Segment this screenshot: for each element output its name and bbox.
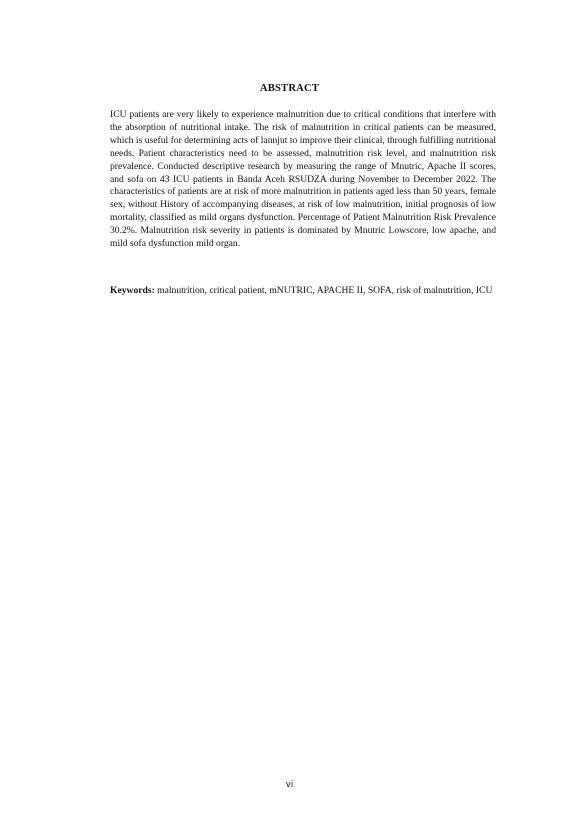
- page-number: vi: [285, 780, 294, 790]
- abstract-body: ICU patients are very likely to experience malnutrition due to critical conditions that interfere with the absorption of nutritional intake. The risk of malnutrition in critical patients can be measured, which is useful for determining acts of lannjut to improve their clinical, through fulfilling nutritional needs. Patient characteristics need to be assessed, malnutrition risk level, and malnutrition risk prevalence. Conducted descriptive research by measuring the range of Mnutric, Apache II scores, and sofa on 43 ICU patients in Banda Aceh RSUDZA during November to December 2022. The characteristics of patients are at risk of more malnutrition in patients aged less than 50 years, female sex, without History of accompanying diseases, at risk of low malnutrition, initial prognosis of low mortality, classified as mild organs dysfunction. Percentage of Patient Malnutrition Risk Prevalence 30.2%. Malnutrition risk severity in patients is dominated by Mnutric Lowscore, low apache, and mild sofa dysfunction mild organ.: [110, 109, 496, 250]
- keywords-paragraph: [110, 285, 496, 298]
- keywords-list: malnutrition, critical patient, mNUTRIC, APACHE II, SOFA, risk of malnutrition, ICU: [154, 285, 493, 296]
- abstract-heading: ABSTRACT: [259, 83, 320, 94]
- keywords-label: Keywords:: [110, 285, 155, 296]
